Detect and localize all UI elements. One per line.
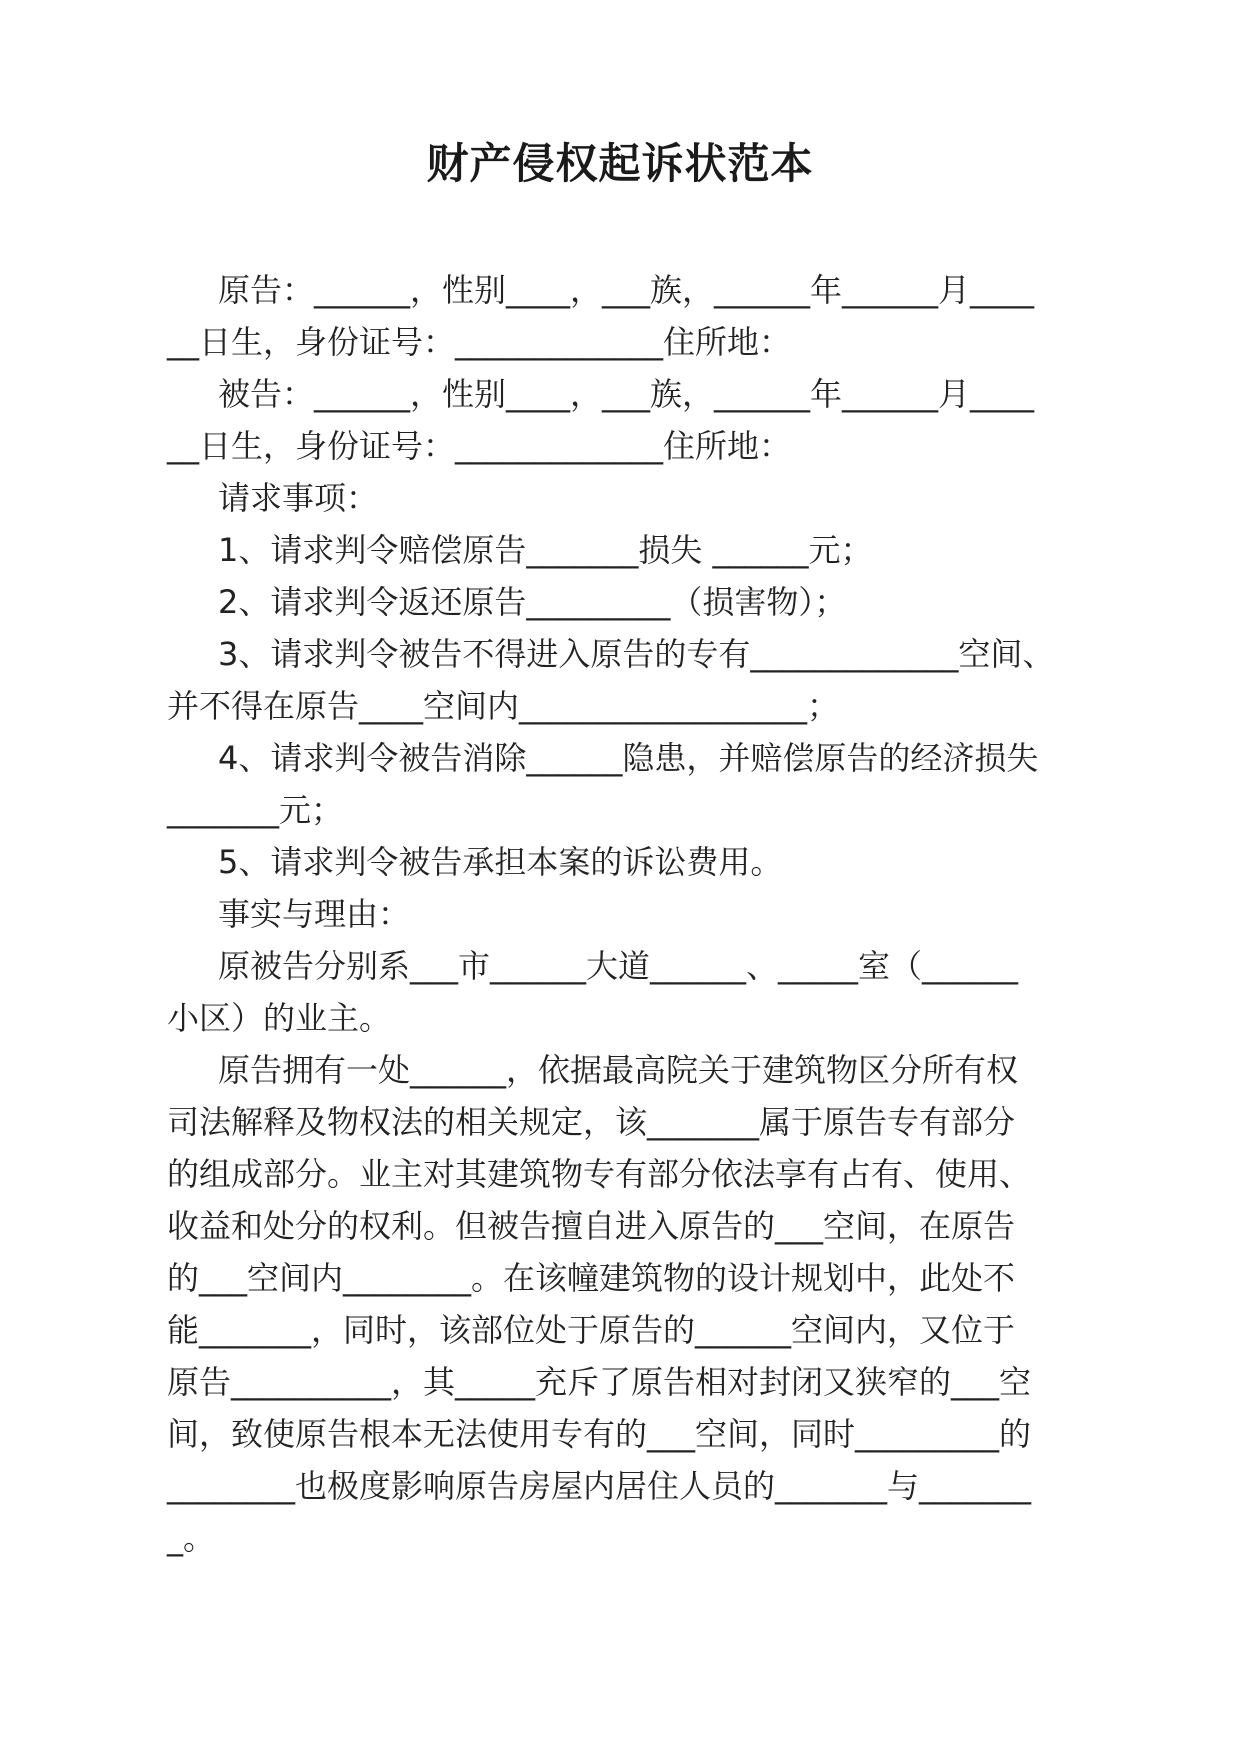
claim-item-2: 2、请求判令返还原告_________（损害物）； [218,583,847,621]
facts-paragraph-2-line-3: 的组成部分。业主对其建筑物专有部分依法享有占有、使用、 [167,1155,1032,1193]
claim-item-3-line-1: 3、请求判令被告不得进入原告的专有_____________空间、 [218,635,1055,673]
facts-paragraph-2-line-10: _。 [167,1519,216,1557]
defendant-info-line-1: 被告：______，性别____，___族，______年______月____ [218,375,1035,413]
facts-paragraph-2-line-7: 原告__________，其_____充斥了原告相对封闭又狭窄的___空 [167,1363,1032,1401]
facts-paragraph-2-line-1: 原告拥有一处______，依据最高院关于建筑物区分所有权 [218,1051,1019,1089]
document-body [167,264,1087,1564]
facts-paragraph-1-line-1: 原被告分别系___市______大道______、_____室（______ [218,947,1019,985]
facts-paragraph-2-line-4: 收益和处分的权利。但被告擅自进入原告的___空间，在原告 [167,1207,1016,1245]
claim-item-1: 1、请求判令赔偿原告_______损失 ______元； [218,531,873,569]
claims-heading: 请求事项： [218,479,379,517]
plaintiff-info-line-1: 原告：______，性别____，___族，______年______月____ [218,271,1035,309]
claim-item-4-line-1: 4、请求判令被告消除______隐患，并赔偿原告的经济损失 [218,739,1039,777]
claim-item-4-line-2: _______元； [167,791,344,829]
plaintiff-info-line-2: __日生，身份证号：_____________住所地： [167,323,792,361]
facts-paragraph-2-line-5: 的___空间内________。在该幢建筑物的设计规划中，此处不 [167,1259,1016,1297]
facts-paragraph-1-line-2: 小区）的业主。 [167,999,392,1037]
defendant-info-line-2: __日生，身份证号：_____________住所地： [167,427,792,465]
claim-item-3-line-2: 并不得在原告____空间内__________________； [167,687,840,725]
document-title: 财产侵权起诉状范本 [426,139,814,188]
facts-paragraph-2-line-2: 司法解释及物权法的相关规定，该_______属于原告专有部分 [167,1103,1016,1141]
facts-paragraph-2-line-8: 间，致使原告根本无法使用专有的___空间，同时_________的 [167,1415,1032,1453]
facts-heading: 事实与理由： [218,895,411,933]
claim-item-5: 5、请求判令被告承担本案的诉讼费用。 [218,843,783,881]
facts-paragraph-2-line-6: 能_______，同时，该部位处于原告的______空间内，又位于 [167,1311,1016,1349]
facts-paragraph-2-line-9: ________也极度影响原告房屋内居住人员的_______与_______ [167,1467,1032,1505]
